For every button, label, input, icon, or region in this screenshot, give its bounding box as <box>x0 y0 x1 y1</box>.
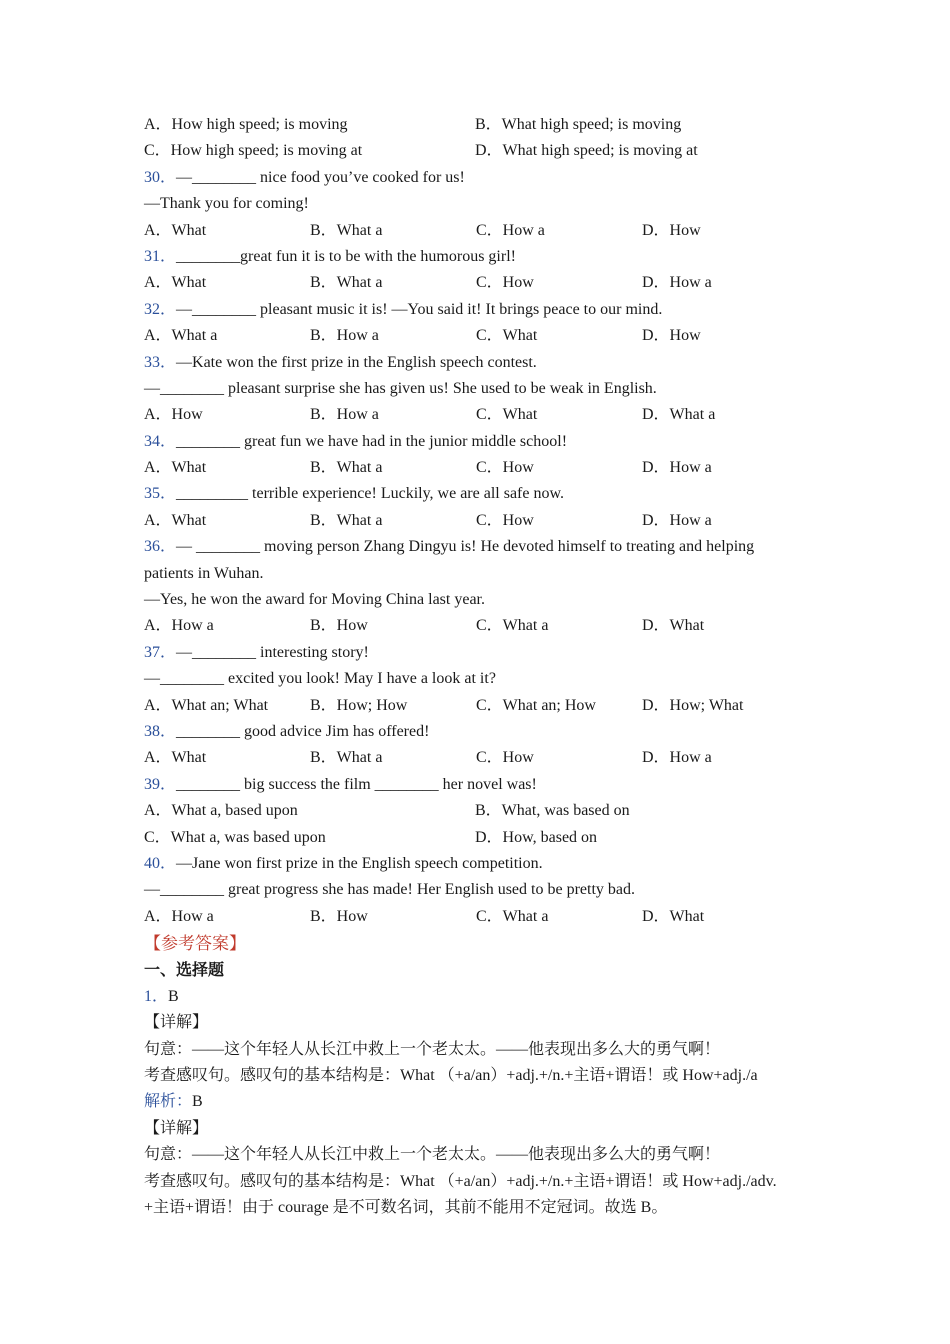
option-b: B．What a <box>310 221 383 239</box>
option-c: C．How <box>476 749 534 767</box>
option-c: C．How <box>476 459 534 477</box>
option-a: A．What <box>144 221 207 239</box>
option-d: D．What <box>642 907 705 925</box>
option-a: A．What a <box>144 327 218 345</box>
detail-label: 【详解】 <box>144 1119 209 1137</box>
option-d: D．How a <box>642 274 712 292</box>
question-text: patients in Wuhan. <box>144 564 264 582</box>
option-row <box>144 402 824 428</box>
question-text: —Kate won the first prize in the English speech contest. <box>176 353 537 371</box>
question-number: 37． <box>144 643 177 661</box>
option-row <box>144 904 824 930</box>
answer-value: B <box>168 987 179 1005</box>
option-a: A．What <box>144 274 207 292</box>
question-text: ________great fun it is to be with the humorous girl! <box>176 247 516 265</box>
option-d: D．How; What <box>642 696 744 714</box>
option-a: A．How high speed; is moving <box>144 116 348 133</box>
question-39 <box>144 772 824 798</box>
option-c: C．How a <box>476 221 545 239</box>
meaning-text: 句意：——这个年轻人从长江中救上一个老太太。——他表现出多么大的勇气啊！ <box>144 1040 721 1058</box>
option-b: B．How <box>310 907 368 925</box>
question-text: —________ excited you look! May I have a look at it? <box>144 670 496 688</box>
option-b: B．What a <box>310 274 383 292</box>
question-text: —________ interesting story! <box>176 643 369 661</box>
option-b: B．How; How <box>310 696 408 714</box>
option-c: C．What an; How <box>476 696 596 714</box>
option-b: B．How a <box>310 406 379 424</box>
question-text: —________ nice food you’ve cooked for us! <box>176 168 465 186</box>
question-text: —Thank you for coming! <box>144 195 309 213</box>
question-number: 33． <box>144 353 177 371</box>
option-c: C．What a <box>476 617 549 635</box>
question-32 <box>144 297 824 323</box>
question-text: _________ terrible experience! Luckily, we are all safe now. <box>176 485 564 503</box>
question-number: 36． <box>144 538 177 556</box>
option-row <box>144 112 824 138</box>
question-30 <box>144 165 824 191</box>
option-c: C．How <box>476 511 534 529</box>
question-text: —Yes, he won the award for Moving China last year. <box>144 591 485 609</box>
question-35 <box>144 481 824 507</box>
option-c: C．How high speed; is moving at <box>144 142 363 160</box>
question-text: —________ pleasant surprise she has given us! She used to be weak in English. <box>144 379 657 397</box>
question-text: —________ great progress she has made! Her English used to be pretty bad. <box>144 881 635 899</box>
option-d: D．How <box>642 221 701 239</box>
option-row <box>144 825 824 851</box>
option-row <box>144 270 824 296</box>
question-text: ________ big success the film ________ her novel was! <box>176 775 537 793</box>
question-38 <box>144 719 824 745</box>
point-text: 考查感叹句。感叹句的基本结构是：What （+a/an）+adj.+/n.+主语+谓语！或 How+adj./a <box>144 1067 758 1085</box>
option-a: A．How a <box>144 617 214 635</box>
option-c: C．What <box>476 406 538 424</box>
question-text: —________ pleasant music it is! —You said it! It brings peace to our mind. <box>176 300 663 318</box>
option-row <box>144 218 824 244</box>
option-b: B．What a <box>310 511 383 529</box>
option-d: D．How a <box>642 459 712 477</box>
question-37 <box>144 640 824 666</box>
option-d: D．What a <box>642 406 716 424</box>
answer-number: 1． <box>144 987 169 1005</box>
question-text: — ________ moving person Zhang Dingyu is! He devoted himself to treating and helping <box>176 538 755 556</box>
detail-label: 【详解】 <box>144 1014 209 1032</box>
analysis-label: 解析： <box>144 1093 193 1111</box>
question-number: 38． <box>144 722 177 740</box>
question-number: 34． <box>144 432 177 450</box>
question-number: 39． <box>144 775 177 793</box>
option-b: B．How <box>310 617 368 635</box>
question-number: 30． <box>144 168 177 186</box>
option-a: A．What <box>144 459 207 477</box>
question-text: —Jane won first prize in the English speech competition. <box>176 854 543 872</box>
question-number: 35． <box>144 485 177 503</box>
option-d: D．How a <box>642 749 712 767</box>
option-c: C．What a, was based upon <box>144 828 326 846</box>
option-b: B．What high speed; is moving <box>475 116 682 133</box>
option-d: D．What <box>642 617 705 635</box>
answer-heading: 【参考答案】 <box>144 934 246 954</box>
option-row <box>144 138 824 164</box>
option-row <box>144 798 824 824</box>
option-a: A．How a <box>144 907 214 925</box>
question-40 <box>144 851 824 877</box>
question-number: 31． <box>144 247 177 265</box>
option-row <box>144 745 824 771</box>
option-b: B．What a <box>310 749 383 767</box>
document-page <box>144 112 824 1221</box>
question-number: 40． <box>144 854 177 872</box>
option-a: A．What <box>144 749 207 767</box>
option-a: A．How <box>144 406 203 424</box>
question-text: ________ great fun we have had in the junior middle school! <box>176 432 568 450</box>
option-row <box>144 693 824 719</box>
analysis <box>144 1089 824 1115</box>
option-c: C．What <box>476 327 538 345</box>
analysis-answer: B <box>192 1093 203 1111</box>
question-31 <box>144 244 824 270</box>
option-row <box>144 323 824 349</box>
section-title: 一、选择题 <box>144 961 225 979</box>
point-text: +主语+谓语！由于 courage 是不可数名词，其前不能用不定冠词。故选 B。 <box>144 1199 668 1217</box>
option-b: B．What, was based on <box>475 802 630 820</box>
question-text: ________ good advice Jim has offered! <box>176 722 430 740</box>
option-b: B．What a <box>310 459 383 477</box>
meaning-text: 句意：——这个年轻人从长江中救上一个老太太。——他表现出多么大的勇气啊！ <box>144 1146 721 1164</box>
option-row <box>144 613 824 639</box>
question-36 <box>144 534 824 560</box>
option-c: C．How <box>476 274 534 292</box>
option-d: D．How <box>642 327 701 345</box>
option-d: D．How a <box>642 511 712 529</box>
option-d: D．How, based on <box>475 828 598 846</box>
option-c: C．What a <box>476 907 549 925</box>
question-number: 32． <box>144 300 177 318</box>
point-text: 考查感叹句。感叹句的基本结构是：What （+a/an）+adj.+/n.+主语+谓语！或 How+adj./adv. <box>144 1172 777 1190</box>
option-a: A．What a, based upon <box>144 802 298 820</box>
option-row <box>144 455 824 481</box>
question-34 <box>144 429 824 455</box>
option-a: A．What an; What <box>144 696 269 714</box>
option-row <box>144 508 824 534</box>
question-33 <box>144 350 824 376</box>
option-b: B．How a <box>310 327 379 345</box>
answer-1 <box>144 984 824 1010</box>
option-a: A．What <box>144 511 207 529</box>
option-d: D．What high speed; is moving at <box>475 142 698 160</box>
